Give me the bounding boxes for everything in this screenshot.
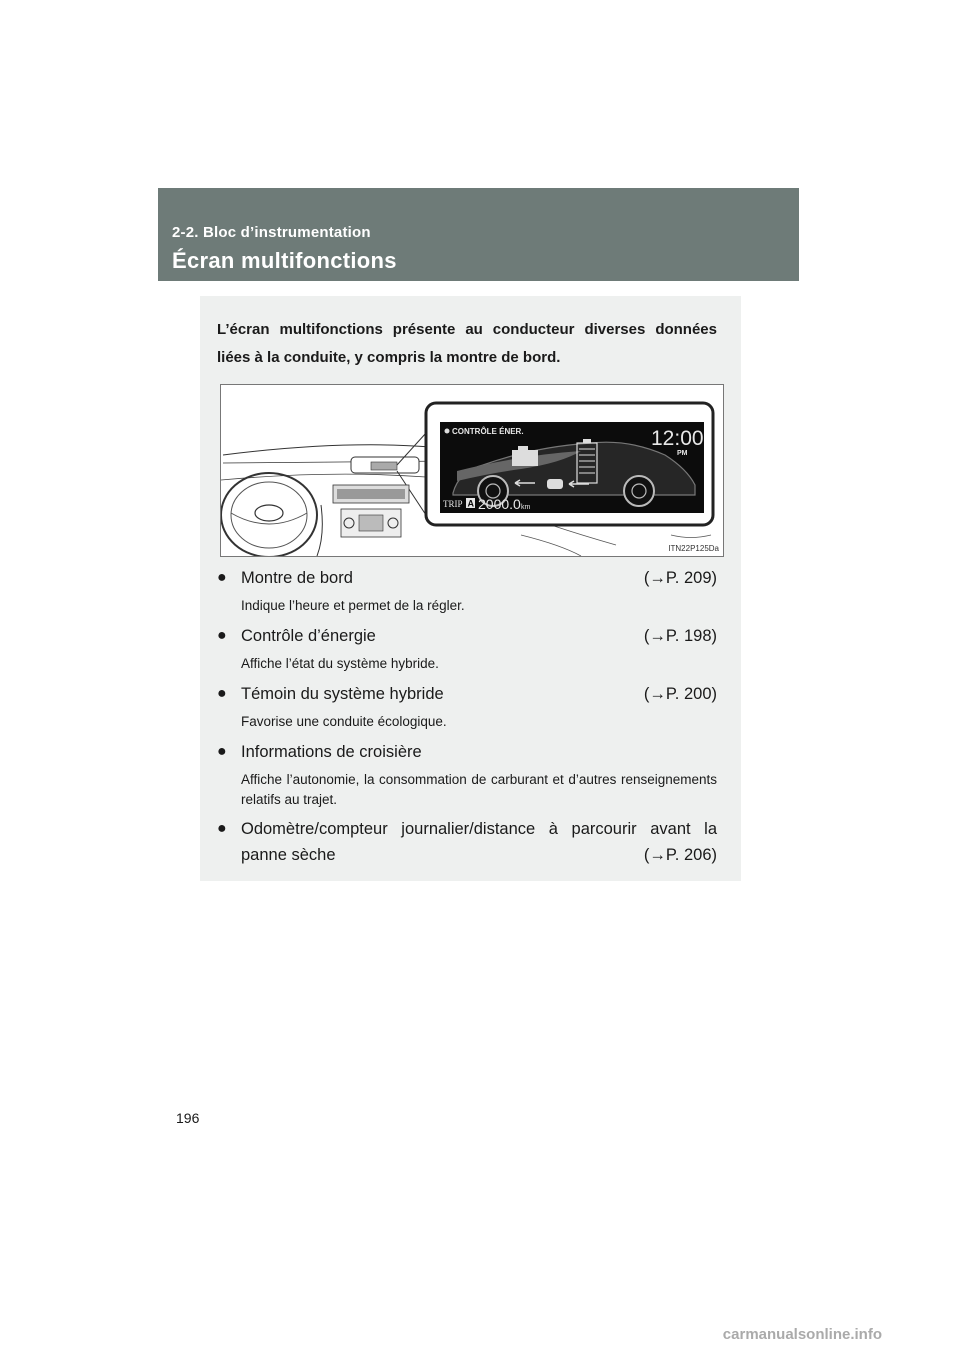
page-ref-link[interactable]: (→P. 198) [643, 627, 717, 645]
list-item-odometer [217, 816, 717, 868]
content-panel [200, 296, 741, 881]
trip-value: 2000.0 [478, 496, 521, 512]
dashboard-illustration [220, 384, 724, 557]
trip-unit: km [521, 504, 531, 511]
chapter-header [158, 188, 799, 281]
item-description: Affiche l’autonomie, la consommation de carburant et d’autres renseignements relatifs au trajet. [241, 772, 717, 807]
item-description: Affiche l’état du système hybride. [241, 656, 439, 671]
page-title: Écran multifonctions [172, 248, 397, 273]
item-title-continued: panne sèche [241, 846, 336, 864]
page-ref-link[interactable]: (→P. 200) [643, 685, 717, 703]
list-item-cruise-info [217, 738, 717, 810]
display-ampm: PM [677, 450, 688, 457]
page-ref-link[interactable]: (→P. 206) [643, 846, 717, 864]
trip-label: TRIP [443, 499, 463, 509]
illustration-code: ITN22P125Da [668, 544, 719, 553]
item-description: Favorise une conduite écologique. [241, 714, 447, 729]
bullet-icon: ● [217, 569, 227, 586]
item-title: Informations de croisière [241, 743, 422, 761]
list-item-hybrid-indicator [217, 680, 717, 732]
display-clock: 12:00 [651, 427, 704, 450]
watermark: carmanualsonline.info [722, 1326, 882, 1343]
page-number: 196 [176, 1110, 200, 1126]
display-title: CONTRÔLE ÉNER. [452, 427, 524, 436]
intro-text: L’écran multifonctions présente au conducteur diverses données liées à la conduite, y compris la montre de bord. [217, 321, 717, 366]
list-item-clock [217, 564, 717, 616]
item-title: Témoin du système hybride [241, 685, 444, 703]
item-title: Odomètre/compteur journalier/distance à parcourir avant la [241, 820, 717, 838]
item-description: Indique l’heure et permet de la régler. [241, 598, 465, 613]
list-item-energy [217, 622, 717, 674]
dashboard-drawing [221, 385, 723, 556]
item-title: Montre de bord [241, 569, 353, 587]
trip-letter: A [467, 498, 474, 509]
bullet-icon: ● [217, 820, 227, 837]
bullet-icon: ● [217, 743, 227, 760]
bullet-icon: ● [217, 627, 227, 644]
section-label: 2-2. Bloc d’instrumentation [172, 224, 371, 241]
item-title: Contrôle d’énergie [241, 627, 376, 645]
bullet-icon: ● [217, 685, 227, 702]
page-ref-link[interactable]: (→P. 209) [643, 569, 717, 587]
